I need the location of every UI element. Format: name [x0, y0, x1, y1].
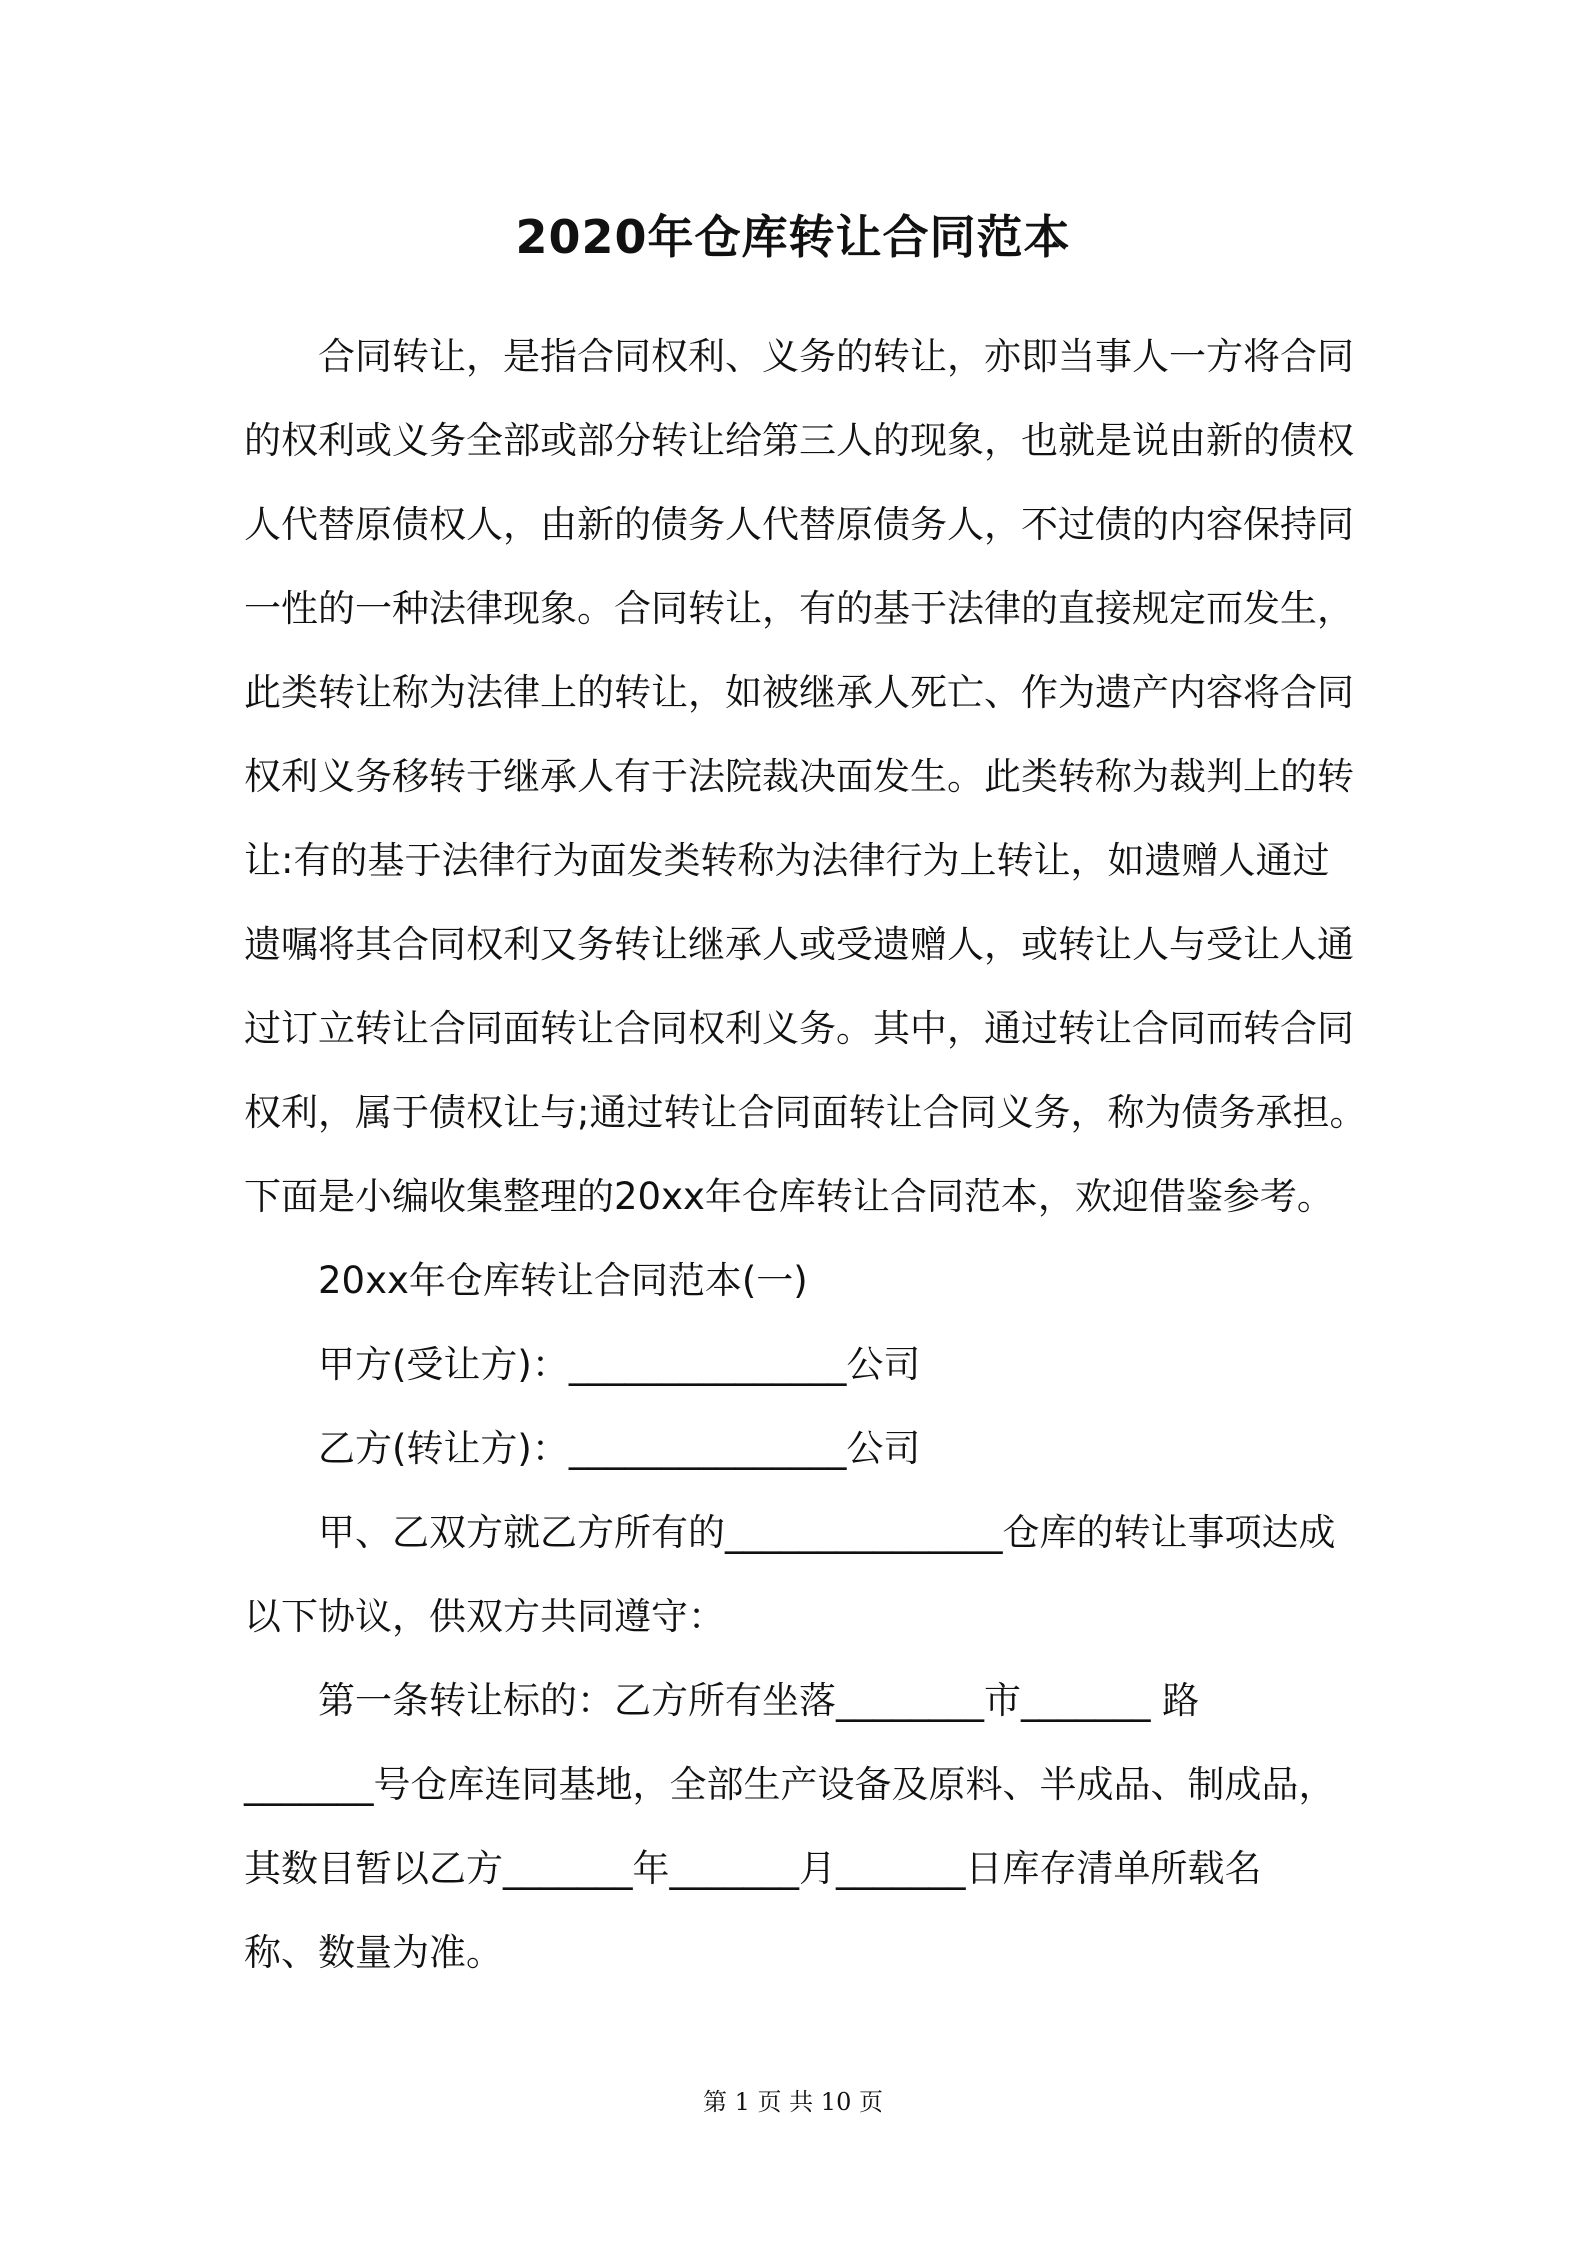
page-number-footer: 第 1 页 共 10 页 [703, 2088, 883, 2116]
paragraph-line: 人代替原债权人，由新的债务人代替原债务人，不过债的内容保持同 [244, 503, 1354, 546]
clause-line: 其数目暂以乙方_______年_______月_______日库存清单所载名 [244, 1847, 1262, 1890]
paragraph-line: 以下协议，供双方共同遵守： [244, 1595, 725, 1638]
paragraph-line: 权利义务移转于继承人有于法院裁决面发生。此类转称为裁判上的转 [244, 755, 1354, 798]
section-heading: 20xx年仓库转让合同范本(一) [244, 1259, 808, 1302]
paragraph-line: 甲、乙双方就乙方所有的_______________仓库的转让事项达成 [244, 1511, 1336, 1554]
paragraph-line: 权利，属于债权让与;通过转让合同面转让合同义务，称为债务承担。 [244, 1091, 1367, 1134]
party-a-line: 甲方(受让方)：_______________公司 [244, 1343, 921, 1386]
paragraph-line: 过订立转让合同面转让合同权利义务。其中，通过转让合同而转合同 [244, 1007, 1354, 1050]
paragraph-line: 合同转让，是指合同权利、义务的转让，亦即当事人一方将合同 [244, 335, 1354, 378]
paragraph-line: 下面是小编收集整理的20xx年仓库转让合同范本，欢迎借鉴参考。 [244, 1175, 1334, 1218]
clause-line: _______号仓库连同基地，全部生产设备及原料、半成品、制成品， [244, 1763, 1336, 1806]
paragraph-line: 的权利或义务全部或部分转让给第三人的现象，也就是说由新的债权 [244, 419, 1354, 462]
party-b-line: 乙方(转让方)：_______________公司 [244, 1427, 921, 1470]
paragraph-line: 让:有的基于法律行为面发类转称为法律行为上转让，如遗赠人通过 [244, 839, 1330, 882]
clause-line: 第一条转让标的：乙方所有坐落________市_______ 路 [244, 1679, 1200, 1722]
paragraph-line: 此类转让称为法律上的转让，如被继承人死亡、作为遗产内容将合同 [244, 671, 1354, 714]
paragraph-line: 遗嘱将其合同权利又务转让继承人或受遗赠人，或转让人与受让人通 [244, 923, 1354, 966]
document-title: 2020年仓库转让合同范本 [515, 210, 1071, 264]
paragraph-line: 一性的一种法律现象。合同转让，有的基于法律的直接规定而发生， [244, 587, 1354, 630]
clause-line: 称、数量为准。 [244, 1931, 503, 1974]
